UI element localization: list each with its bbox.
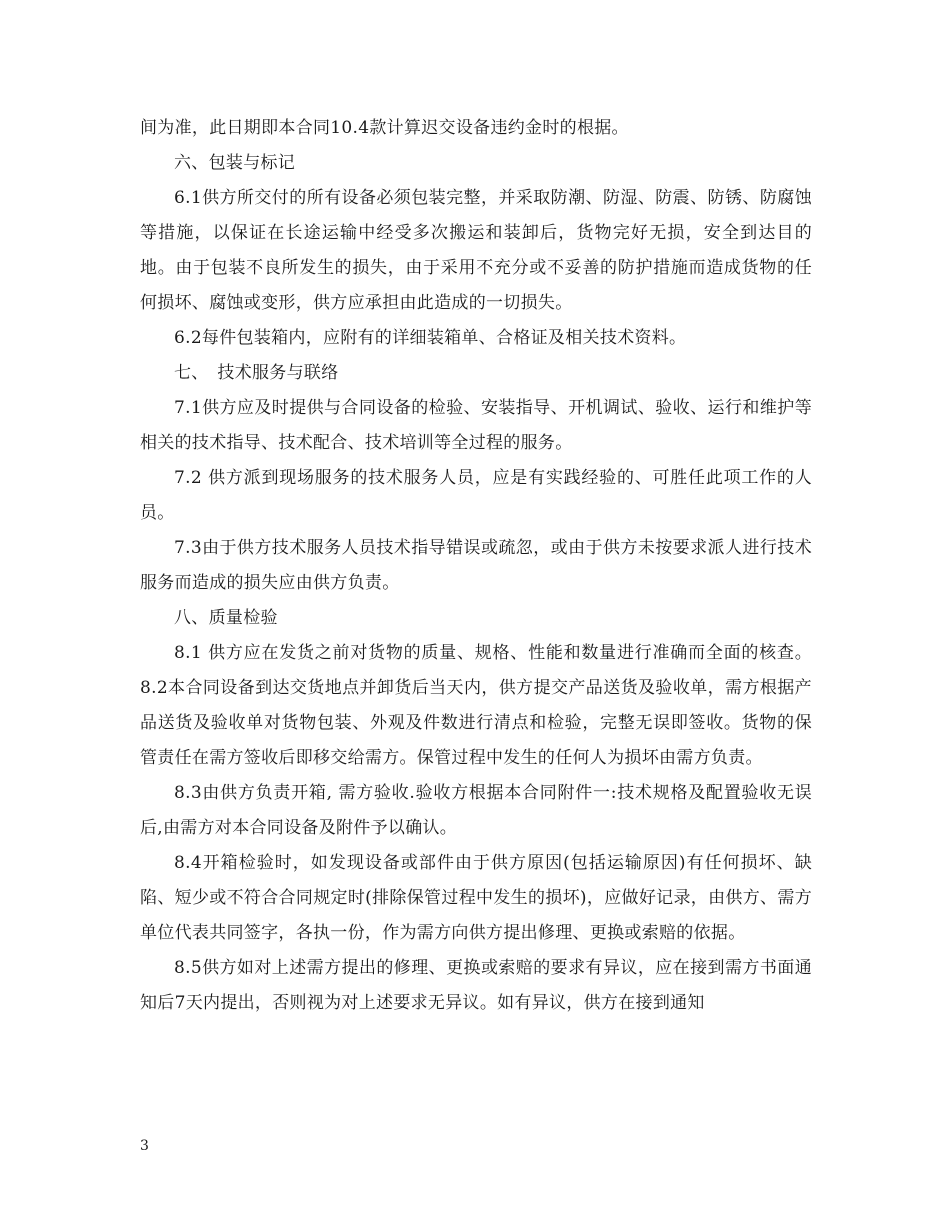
paragraph-continuation: 间为准，此日期即本合同10.4款计算迟交设备违约金时的根据。	[140, 118, 629, 138]
document-body	[140, 111, 812, 1021]
paragraph-8-3: 8.3由供方负责开箱, 需方验收.验收方根据本合同附件一:技术规格及配置验收无误后,由需方对本合同设备及附件予以确认。	[140, 783, 812, 838]
paragraph-7-2: 7.2 供方派到现场服务的技术服务人员，应是有实践经验的、可胜任此项工作的人员。	[140, 468, 812, 523]
paragraph-8-4: 8.4开箱检验时，如发现设备或部件由于供方原因(包括运输原因)有任何损坏、缺陷、短少或不符合合同规定时(排除保管过程中发生的损坏)，应做好记录，由供方、需方单位代表共同签字，各执一份，作为需方向供方提出修理、更换或索赔的依据。	[140, 853, 812, 943]
paragraph-6-1: 6.1供方所交付的所有设备必须包装完整，并采取防潮、防湿、防震、防锈、防腐蚀等措施，以保证在长途运输中经受多次搬运和装卸后，货物完好无损，安全到达目的地。由于包装不良所发生的损失，由于采用不充分或不妥善的防护措施而造成货物的任何损坏、腐蚀或变形，供方应承担由此造成的一切损失。	[140, 188, 812, 313]
paragraph-6-2: 6.2每件包装箱内，应附有的详细装箱单、合格证及相关技术资料。	[174, 328, 687, 348]
section-heading-technical-service: 七、 技术服务与联络	[174, 363, 339, 383]
paragraph-7-3: 7.3由于供方技术服务人员技术指导错误或疏忽，或由于供方未按要求派人进行技术服务而造成的损失应由供方负责。	[140, 538, 812, 593]
paragraph-7-1: 7.1供方应及时提供与合同设备的检验、安装指导、开机调试、验收、运行和维护等相关的技术指导、技术配合、技术培训等全过程的服务。	[140, 398, 812, 453]
section-heading-quality-inspection: 八、质量检验	[174, 608, 278, 628]
page-number: 3	[140, 1138, 149, 1154]
paragraph-8-1: 8.1 供方应在发货之前对货物的质量、规格、性能和数量进行准确而全面的核查。8.2本合同设备到达交货地点并卸货后当天内，供方提交产品送货及验收单，需方根据产品送货及验收单对货物包装、外观及件数进行清点和检验，完整无误即签收。货物的保管责任在需方签收后即移交给需方。保管过程中发生的任何人为损坏由需方负责。	[140, 643, 812, 768]
section-heading-packaging: 六、包装与标记	[174, 153, 296, 173]
paragraph-8-5: 8.5供方如对上述需方提出的修理、更换或索赔的要求有异议，应在接到需方书面通知后7天内提出，否则视为对上述要求无异议。如有异议，供方在接到通知	[140, 958, 812, 1013]
